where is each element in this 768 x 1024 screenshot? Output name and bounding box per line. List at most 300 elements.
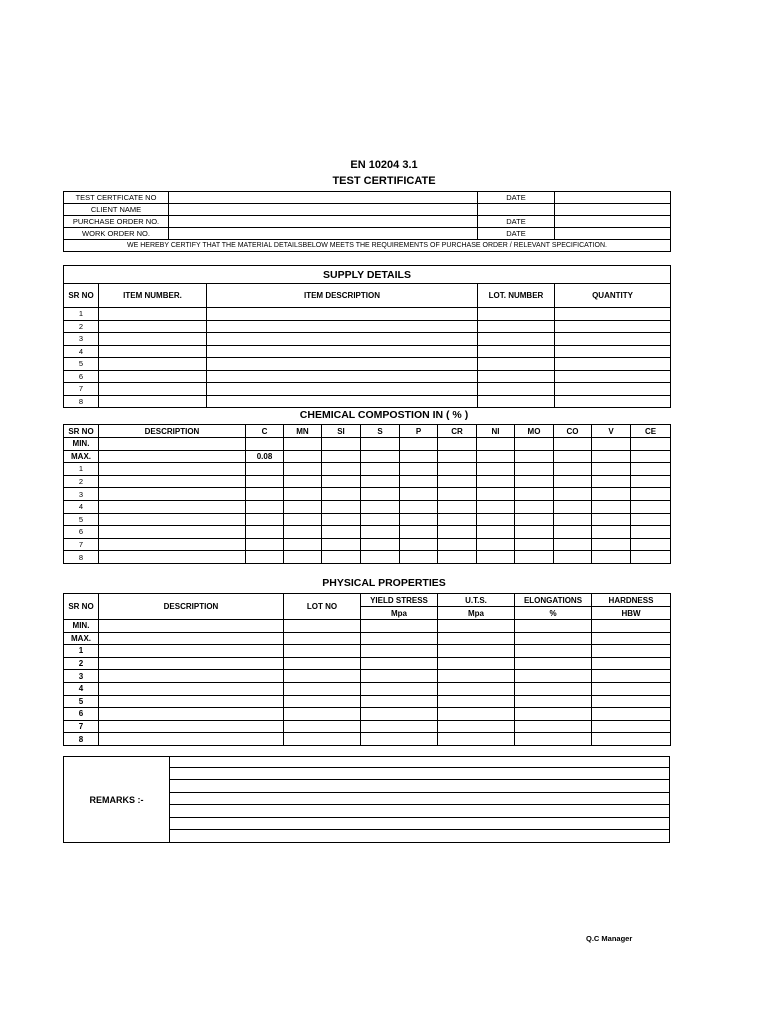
table-cell[interactable] [555, 358, 671, 371]
table-row [64, 708, 671, 721]
table-cell[interactable] [284, 450, 322, 463]
table-cell[interactable] [592, 475, 631, 488]
table-cell[interactable] [515, 695, 592, 708]
table-cell[interactable] [477, 513, 515, 526]
table-cell[interactable] [284, 500, 322, 513]
table-cell[interactable] [361, 463, 400, 476]
table-cell[interactable] [322, 463, 361, 476]
table-cell[interactable] [477, 450, 515, 463]
certification-statement: WE HEREBY CERTIFY THAT THE MATERIAL DETAILSBELOW MEETS THE REQUIREMENTS OF PURCHASE ORDER / RELEVANT SPECIFICATION. [64, 240, 671, 252]
table-cell[interactable] [99, 695, 284, 708]
table-cell[interactable] [592, 682, 671, 695]
table-cell[interactable] [438, 463, 477, 476]
table-cell[interactable] [477, 500, 515, 513]
table-cell[interactable] [438, 513, 477, 526]
sr-no-cell: 8 [64, 395, 99, 408]
table-cell[interactable] [515, 463, 554, 476]
table-cell[interactable] [361, 645, 438, 658]
table-cell[interactable] [592, 526, 631, 539]
table-cell[interactable] [361, 438, 400, 451]
table-cell[interactable] [592, 513, 631, 526]
table-cell[interactable] [438, 632, 515, 645]
table-cell[interactable] [284, 475, 322, 488]
table-cell[interactable] [400, 488, 438, 501]
table-cell[interactable] [99, 645, 284, 658]
supply-details-table [63, 265, 671, 408]
table-cell[interactable] [515, 670, 592, 683]
table-cell[interactable] [246, 475, 284, 488]
table-cell[interactable] [207, 358, 478, 371]
table-cell[interactable] [478, 308, 555, 321]
table-cell[interactable] [477, 551, 515, 564]
table-cell[interactable] [99, 526, 246, 539]
table-cell[interactable] [361, 500, 400, 513]
remarks-label: REMARKS :- [64, 757, 170, 842]
col-uts: U.T.S. [438, 594, 515, 607]
table-cell[interactable] [438, 526, 477, 539]
table-cell[interactable] [438, 682, 515, 695]
remarks-line [169, 829, 669, 830]
table-cell[interactable] [99, 308, 207, 321]
table-cell[interactable] [361, 733, 438, 746]
blank-field[interactable] [555, 204, 671, 216]
table-row [64, 620, 671, 633]
table-cell[interactable] [207, 308, 478, 321]
table-cell[interactable] [284, 733, 361, 746]
table-cell[interactable] [477, 526, 515, 539]
info-row [64, 204, 671, 216]
client-name-label: CLIENT NAME [64, 204, 169, 216]
table-row [64, 720, 671, 733]
table-cell[interactable] [592, 438, 631, 451]
table-cell[interactable] [284, 513, 322, 526]
table-cell[interactable] [246, 488, 284, 501]
table-cell[interactable] [99, 438, 246, 451]
table-cell[interactable] [592, 500, 631, 513]
table-cell[interactable] [400, 500, 438, 513]
col-elongations: ELONGATIONS [515, 594, 592, 607]
table-cell[interactable] [515, 645, 592, 658]
table-cell[interactable] [99, 708, 284, 721]
table-cell[interactable] [477, 438, 515, 451]
table-cell[interactable] [555, 320, 671, 333]
col-ni: NI [477, 425, 515, 438]
table-cell[interactable] [438, 620, 515, 633]
table-cell[interactable] [515, 538, 554, 551]
table-cell[interactable] [515, 450, 554, 463]
table-row [64, 513, 671, 526]
table-cell[interactable] [438, 733, 515, 746]
table-cell[interactable] [477, 488, 515, 501]
row-label-cell: 5 [64, 695, 99, 708]
table-cell[interactable] [246, 438, 284, 451]
table-cell[interactable] [592, 488, 631, 501]
table-cell[interactable] [592, 538, 631, 551]
table-cell[interactable] [246, 500, 284, 513]
table-row [64, 370, 671, 383]
table-cell[interactable] [99, 463, 246, 476]
table-cell[interactable] [284, 632, 361, 645]
table-cell[interactable] [592, 670, 671, 683]
table-cell[interactable] [592, 720, 671, 733]
table-cell[interactable] [207, 370, 478, 383]
col-lot-no: LOT NO [284, 594, 361, 620]
table-cell[interactable] [361, 682, 438, 695]
table-cell[interactable] [207, 345, 478, 358]
table-cell[interactable] [438, 488, 477, 501]
unit-elongations: % [515, 607, 592, 620]
chem-header-row [64, 425, 671, 438]
table-cell[interactable] [515, 500, 554, 513]
table-cell[interactable] [438, 708, 515, 721]
table-cell[interactable] [361, 450, 400, 463]
table-cell[interactable] [99, 358, 207, 371]
table-cell[interactable] [554, 450, 592, 463]
table-cell[interactable] [478, 358, 555, 371]
physical-properties-title: PHYSICAL PROPERTIES [322, 577, 446, 589]
table-cell[interactable] [361, 632, 438, 645]
row-label-cell: 7 [64, 538, 99, 551]
table-cell[interactable] [284, 551, 322, 564]
table-cell[interactable] [284, 488, 322, 501]
purchase-order-no-label: PURCHASE ORDER NO. [64, 216, 169, 228]
table-cell[interactable] [554, 513, 592, 526]
sr-no-cell: 7 [64, 383, 99, 396]
table-cell[interactable] [284, 438, 322, 451]
table-cell[interactable] [99, 733, 284, 746]
table-cell[interactable] [284, 463, 322, 476]
table-cell[interactable] [246, 526, 284, 539]
purchase-order-no-field[interactable] [169, 216, 478, 228]
table-cell[interactable] [322, 526, 361, 539]
table-cell[interactable] [361, 513, 400, 526]
table-cell[interactable] [477, 475, 515, 488]
document-standard: EN 10204 3.1 [350, 159, 418, 171]
col-quantity: QUANTITY [555, 284, 671, 308]
row-label-cell: MIN. [64, 620, 99, 633]
remarks-line [169, 767, 669, 768]
table-cell[interactable] [322, 475, 361, 488]
table-cell[interactable] [592, 620, 671, 633]
table-cell[interactable] [631, 475, 671, 488]
info-row [64, 192, 671, 204]
col-sr-no: SR NO [64, 425, 99, 438]
table-cell[interactable] [400, 475, 438, 488]
table-row [64, 733, 671, 746]
supply-details-title: SUPPLY DETAILS [64, 266, 671, 284]
table-cell[interactable] [555, 345, 671, 358]
table-cell[interactable] [478, 333, 555, 346]
table-row [64, 526, 671, 539]
table-cell[interactable] [99, 500, 246, 513]
table-cell[interactable] [592, 645, 671, 658]
table-cell[interactable] [555, 383, 671, 396]
test-certificate-no-field[interactable] [169, 192, 478, 204]
table-cell[interactable] [477, 463, 515, 476]
table-cell[interactable] [631, 500, 671, 513]
table-cell[interactable] [361, 475, 400, 488]
table-row [64, 682, 671, 695]
table-cell[interactable] [400, 538, 438, 551]
table-cell[interactable] [554, 438, 592, 451]
table-cell[interactable] [400, 513, 438, 526]
row-label-cell: MAX. [64, 450, 99, 463]
table-cell[interactable] [631, 450, 671, 463]
sr-no-cell: 5 [64, 358, 99, 371]
table-cell[interactable] [478, 395, 555, 408]
table-cell[interactable] [592, 450, 631, 463]
table-cell[interactable] [99, 488, 246, 501]
table-cell[interactable] [515, 657, 592, 670]
table-cell[interactable] [515, 733, 592, 746]
table-cell[interactable] [555, 333, 671, 346]
table-cell[interactable] [400, 463, 438, 476]
table-cell[interactable] [246, 513, 284, 526]
table-cell[interactable] [554, 463, 592, 476]
table-cell[interactable] [207, 395, 478, 408]
table-cell[interactable] [438, 657, 515, 670]
remarks-line [169, 804, 669, 805]
table-cell[interactable] [554, 488, 592, 501]
table-cell[interactable] [554, 500, 592, 513]
remarks-line [169, 817, 669, 818]
table-cell[interactable] [99, 657, 284, 670]
table-cell[interactable] [438, 500, 477, 513]
table-cell[interactable] [400, 438, 438, 451]
table-cell[interactable] [207, 383, 478, 396]
col-mn: MN [284, 425, 322, 438]
table-cell[interactable] [554, 551, 592, 564]
table-cell[interactable] [361, 488, 400, 501]
table-cell[interactable] [322, 538, 361, 551]
info-row [64, 228, 671, 240]
table-cell[interactable] [322, 450, 361, 463]
table-cell[interactable] [438, 475, 477, 488]
physical-properties-table [63, 593, 671, 746]
unit-yield-stress: Mpa [361, 607, 438, 620]
table-cell[interactable] [438, 720, 515, 733]
table-cell[interactable] [99, 320, 207, 333]
table-cell[interactable] [361, 657, 438, 670]
document-title: TEST CERTIFICATE [332, 175, 436, 187]
table-cell[interactable] [361, 695, 438, 708]
remarks-lines-area[interactable] [169, 757, 669, 842]
table-cell[interactable] [99, 450, 246, 463]
table-cell[interactable] [400, 526, 438, 539]
table-cell[interactable] [631, 438, 671, 451]
table-row [64, 333, 671, 346]
unit-hardness: HBW [592, 607, 671, 620]
table-cell[interactable] [400, 450, 438, 463]
table-cell[interactable] [99, 670, 284, 683]
table-cell[interactable] [477, 538, 515, 551]
table-cell[interactable] [99, 333, 207, 346]
table-cell[interactable] [322, 438, 361, 451]
table-cell[interactable] [438, 670, 515, 683]
max-c-value[interactable]: 0.08 [246, 450, 284, 463]
table-cell[interactable] [478, 383, 555, 396]
table-cell[interactable] [554, 526, 592, 539]
table-row [64, 488, 671, 501]
col-item-description: ITEM DESCRIPTION [207, 284, 478, 308]
table-cell[interactable] [99, 395, 207, 408]
table-cell[interactable] [246, 551, 284, 564]
col-sr-no: SR NO [64, 284, 99, 308]
row-label-cell: 4 [64, 500, 99, 513]
table-row [64, 632, 671, 645]
table-cell[interactable] [592, 695, 671, 708]
table-cell[interactable] [322, 488, 361, 501]
col-p: P [400, 425, 438, 438]
table-cell[interactable] [284, 526, 322, 539]
table-cell[interactable] [99, 383, 207, 396]
table-cell[interactable] [631, 463, 671, 476]
table-cell[interactable] [361, 538, 400, 551]
table-cell[interactable] [99, 345, 207, 358]
test-certificate-no-label: TEST CERTFICATE NO [64, 192, 169, 204]
table-cell[interactable] [438, 538, 477, 551]
table-cell[interactable] [361, 526, 400, 539]
date-label: DATE [478, 216, 555, 228]
table-cell[interactable] [631, 551, 671, 564]
table-cell[interactable] [438, 551, 477, 564]
table-cell[interactable] [554, 538, 592, 551]
row-label-cell: 8 [64, 733, 99, 746]
table-cell[interactable] [555, 395, 671, 408]
table-row [64, 358, 671, 371]
table-cell[interactable] [438, 645, 515, 658]
table-cell[interactable] [515, 632, 592, 645]
table-row [64, 463, 671, 476]
table-cell[interactable] [99, 682, 284, 695]
table-cell[interactable] [284, 682, 361, 695]
table-cell[interactable] [478, 345, 555, 358]
table-cell[interactable] [284, 657, 361, 670]
date-field[interactable] [555, 216, 671, 228]
table-cell[interactable] [99, 632, 284, 645]
sr-no-cell: 1 [64, 308, 99, 321]
row-label-cell: 3 [64, 670, 99, 683]
table-cell[interactable] [631, 526, 671, 539]
table-cell[interactable] [478, 370, 555, 383]
table-cell[interactable] [207, 333, 478, 346]
table-cell[interactable] [515, 620, 592, 633]
row-label-cell: 6 [64, 526, 99, 539]
table-cell[interactable] [631, 513, 671, 526]
table-row [64, 551, 671, 564]
table-cell[interactable] [555, 308, 671, 321]
col-yield-stress: YIELD STRESS [361, 594, 438, 607]
table-cell[interactable] [592, 632, 671, 645]
table-cell[interactable] [515, 488, 554, 501]
table-cell[interactable] [515, 475, 554, 488]
row-label-cell: 7 [64, 720, 99, 733]
table-cell[interactable] [592, 708, 671, 721]
certificate-info-table [63, 191, 671, 252]
col-mo: MO [515, 425, 554, 438]
table-cell[interactable] [631, 488, 671, 501]
table-cell[interactable] [246, 538, 284, 551]
table-row [64, 500, 671, 513]
row-label-cell: 5 [64, 513, 99, 526]
table-cell[interactable] [361, 670, 438, 683]
col-c: C [246, 425, 284, 438]
table-cell[interactable] [284, 620, 361, 633]
table-cell[interactable] [554, 475, 592, 488]
col-hardness: HARDNESS [592, 594, 671, 607]
table-cell[interactable] [99, 538, 246, 551]
row-label-cell: 1 [64, 463, 99, 476]
table-cell[interactable] [515, 551, 554, 564]
table-cell[interactable] [438, 438, 477, 451]
table-cell[interactable] [207, 320, 478, 333]
table-cell[interactable] [322, 551, 361, 564]
table-cell[interactable] [284, 695, 361, 708]
table-cell[interactable] [99, 513, 246, 526]
table-cell[interactable] [361, 551, 400, 564]
date-field[interactable] [555, 192, 671, 204]
col-description: DESCRIPTION [99, 594, 284, 620]
work-order-no-field[interactable] [169, 228, 478, 240]
table-cell[interactable] [400, 551, 438, 564]
table-cell[interactable] [515, 526, 554, 539]
date-label: DATE [478, 228, 555, 240]
client-name-field[interactable] [169, 204, 478, 216]
table-cell[interactable] [361, 720, 438, 733]
table-cell[interactable] [515, 682, 592, 695]
table-cell[interactable] [555, 370, 671, 383]
table-cell[interactable] [99, 551, 246, 564]
table-cell[interactable] [515, 438, 554, 451]
row-label-cell: MIN. [64, 438, 99, 451]
table-cell[interactable] [592, 733, 671, 746]
table-cell[interactable] [284, 670, 361, 683]
table-row [64, 538, 671, 551]
table-cell[interactable] [592, 463, 631, 476]
table-cell[interactable] [631, 538, 671, 551]
table-cell[interactable] [592, 551, 631, 564]
table-cell[interactable] [99, 720, 284, 733]
table-cell[interactable] [246, 463, 284, 476]
table-cell[interactable] [284, 645, 361, 658]
table-cell[interactable] [99, 370, 207, 383]
table-cell[interactable] [592, 657, 671, 670]
table-cell[interactable] [284, 720, 361, 733]
table-cell[interactable] [438, 450, 477, 463]
col-si: SI [322, 425, 361, 438]
table-row [64, 657, 671, 670]
table-cell[interactable] [515, 708, 592, 721]
phys-header-row [64, 594, 671, 607]
table-cell[interactable] [99, 475, 246, 488]
table-cell[interactable] [99, 620, 284, 633]
table-cell[interactable] [322, 500, 361, 513]
table-cell[interactable] [284, 708, 361, 721]
table-cell[interactable] [284, 538, 322, 551]
row-label-cell: 2 [64, 475, 99, 488]
date-field[interactable] [555, 228, 671, 240]
table-cell[interactable] [322, 513, 361, 526]
table-cell[interactable] [515, 513, 554, 526]
table-cell[interactable] [361, 708, 438, 721]
table-row [64, 475, 671, 488]
table-row [64, 345, 671, 358]
table-cell[interactable] [438, 695, 515, 708]
row-label-cell: 2 [64, 657, 99, 670]
table-cell[interactable] [361, 620, 438, 633]
table-cell[interactable] [478, 320, 555, 333]
table-cell[interactable] [515, 720, 592, 733]
